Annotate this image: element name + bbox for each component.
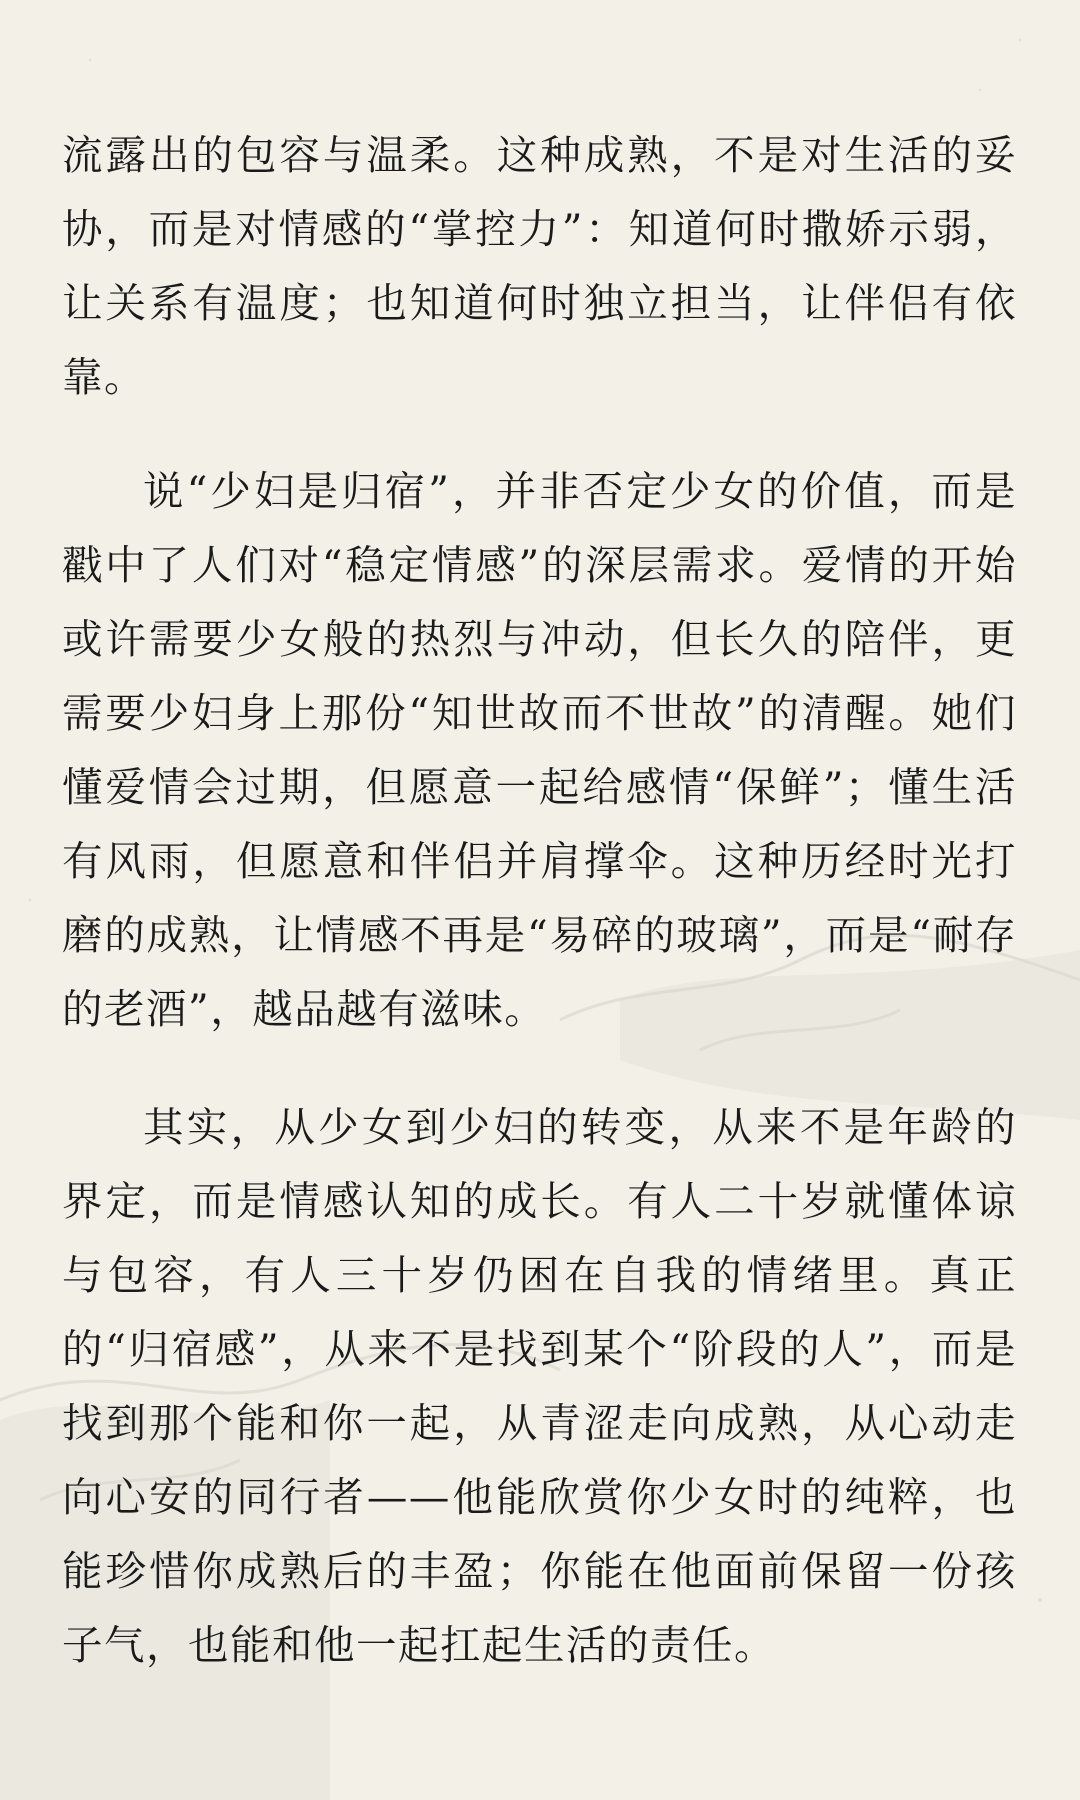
paragraph-1: 流露出的包容与温柔。这种成熟，不是对生活的妥协，而是对情感的“掌控力”：知道何时撒娇示弱，让关系有温度；也知道何时独立担当，让伴侣有依靠。 <box>62 131 1017 401</box>
article-body <box>62 118 1017 1682</box>
paragraph-spacer <box>62 414 1017 454</box>
paragraph-2: 说“少妇是归宿”，并非否定少女的价值，而是戳中了人们对“稳定情感”的深层需求。爱情的开始或许需要少女般的热烈与冲动，但长久的陪伴，更需要少妇身上那份“知世故而不世故”的清醒。她们懂爱情会过期，但愿意一起给感情“保鲜”；懂生活有风雨，但愿意和伴侣并肩撑伞。这种历经时光打磨的成熟，让情感不再是“易碎的玻璃”，而是“耐存的老酒”，越品越有滋味。 <box>62 467 1017 1033</box>
paragraph-3: 其实，从少女到少妇的转变，从来不是年龄的界定，而是情感认知的成长。有人二十岁就懂体谅与包容，有人三十岁仍困在自我的情绪里。真正的“归宿感”，从来不是找到某个“阶段的人”，而是找到那个能和你一起，从青涩走向成熟，从心动走向心安的同行者——他能欣赏你少女时的纯粹，也能珍惜你成熟后的丰盈；你能在他面前保留一份孩子气，也能和他一起扛起生活的责任。 <box>62 1103 1017 1669</box>
paragraph-spacer <box>62 1046 1017 1090</box>
